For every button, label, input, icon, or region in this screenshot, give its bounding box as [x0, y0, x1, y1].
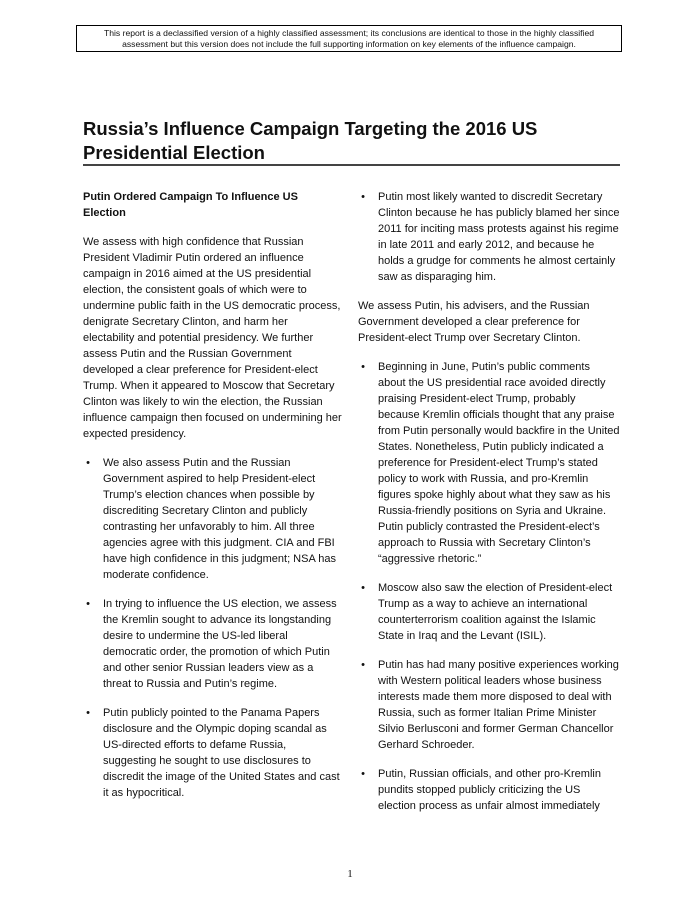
notice-line-2: assessment but this version does not include the full supporting information on key elements of the influence campaign. [122, 39, 576, 49]
bullet-marker: • [361, 582, 365, 594]
intro-paragraph: We assess with high confidence that Russian President Vladimir Putin ordered an influence campaign in 2016 aimed at the US presidential election, the consistent goals of which were to undermine public faith in the US democratic process, denigrate Secretary Clinton, and harm her electability and potential presidency. We further assess Putin and the Russian Government developed a clear preference for President-elect Trump. When it appeared to Moscow that Secretary Clinton was likely to win the election, the Russian influence campaign then focused on undermining her expected presidency. [83, 236, 342, 440]
page-number: 1 [347, 868, 353, 880]
right-top-bullet-list [358, 189, 620, 285]
bullet-marker: • [86, 457, 90, 469]
list-item-text: Putin publicly pointed to the Panama Papers disclosure and the Olympic doping scandal as US-directed efforts to defame Russia, suggesting he sought to use disclosures to discredit the image of the United States and cast it as hypocritical. [103, 707, 340, 799]
notice-line-1: This report is a declassified version of a highly classified assessment; its conclusions are identical to those in the highly classified [103, 28, 595, 38]
list-item [358, 580, 620, 644]
bullet-marker: • [361, 768, 365, 780]
bullet-marker: • [86, 707, 90, 719]
list-item [358, 657, 620, 753]
bullet-marker: • [361, 361, 365, 373]
right-column [358, 189, 620, 827]
right-bullet-list [358, 359, 620, 814]
left-bullet-list [83, 455, 342, 801]
list-item-text: Putin most likely wanted to discredit Secretary Clinton because he has publicly blamed her since 2011 for inciting mass protests against his regime in late 2011 and early 2012, and because he holds a grudge for comments he almost certainly saw as disparaging him. [378, 191, 620, 283]
list-item-text: Moscow also saw the election of President-elect Trump as a way to achieve an international counterterrorism coalition against the Islamic State in Iraq and the Levant (ISIL). [378, 582, 613, 642]
list-item-text: Putin, Russian officials, and other pro-Kremlin pundits stopped publicly criticizing the US election process as unfair almost immediately [378, 768, 601, 812]
list-item [358, 359, 620, 567]
bullet-marker: • [361, 191, 365, 203]
list-item-text: In trying to influence the US election, we assess the Kremlin sought to advance its longstanding desire to undermine the US-led liberal democratic order, the promotion of which Putin and other senior Russian leaders view as a threat to Russia and Putin’s regime. [103, 598, 337, 690]
list-item [83, 596, 342, 692]
declassification-notice [76, 25, 622, 52]
report-title: Russia’s Influence Campaign Targeting the 2016 US Presidential Election [83, 118, 538, 163]
list-item-text: We also assess Putin and the Russian Government aspired to help President-elect Trump’s election chances when possible by discrediting Secretary Clinton and publicly contrasting her unfavorably to him. All three agencies agree with this judgment. CIA and FBI have high confidence in this judgment; NSA has moderate confidence. [103, 457, 336, 581]
list-item [358, 766, 620, 814]
bullet-marker: • [361, 659, 365, 671]
section-heading: Putin Ordered Campaign To Influence US Election [83, 191, 298, 219]
list-item [358, 189, 620, 285]
list-item-text: Beginning in June, Putin’s public comments about the US presidential race avoided directly praising President-elect Trump, probably because Kremlin officials thought that any praise from Putin personally would backfire in the United States. Nonetheless, Putin publicly indicated a preference for President-elect Trump’s stated policy to work with Russia, and pro-Kremlin figures spoke highly about what they saw as his Russia-friendly positions on Syria and Ukraine. Putin publicly contrasted the President-elect’s approach to Russia with Secretary Clinton’s “aggressive rhetoric.” [378, 361, 620, 565]
list-item-text: Putin has had many positive experiences working with Western political leaders whose business interests made them more disposed to deal with Russia, such as former Italian Prime Minister Silvio Berlusconi and former German Chancellor Gerhard Schroeder. [378, 659, 619, 751]
list-item [83, 455, 342, 583]
preference-paragraph: We assess Putin, his advisers, and the Russian Government developed a clear preference for President-elect Trump over Secretary Clinton. [358, 300, 590, 344]
left-column [83, 189, 342, 814]
list-item [83, 705, 342, 801]
bullet-marker: • [86, 598, 90, 610]
title-rule [83, 164, 620, 166]
